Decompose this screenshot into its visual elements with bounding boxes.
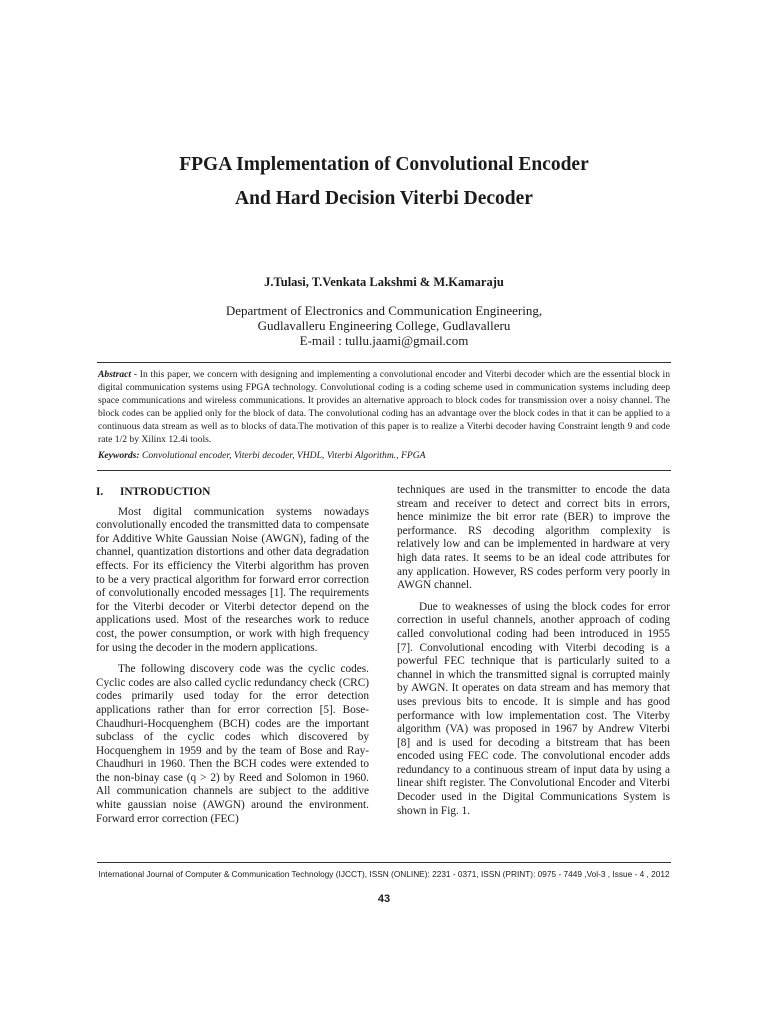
keywords-text: Convolutional encoder, Viterbi decoder, VHDL, Viterbi Algorithm., FPGA (139, 450, 426, 461)
journal-footer: International Journal of Computer & Communication Technology (IJCCT), ISSN (ONLINE): 2231 - 0371, ISSN (PRINT): 0975 - 7449 ,Vol-3 , Issue - 4 , 2012 (98, 869, 670, 879)
abstract-top-rule (97, 362, 671, 363)
affiliation-college: Gudlavalleru Engineering College, Gudlavalleru (257, 318, 511, 333)
keywords (98, 449, 670, 462)
author-list: J.Tulasi, T.Venkata Lakshmi & M.Kamaraju (264, 275, 504, 289)
left-column (96, 484, 369, 834)
affiliation-email: E-mail : tullu.jaami@gmail.com (299, 333, 469, 348)
paper-title-line-2: And Hard Decision Viterbi Decoder (235, 188, 533, 209)
section-title: INTRODUCTION (120, 486, 211, 498)
right-column (397, 484, 670, 826)
body-paragraph: Most digital communication systems nowadays convolutionally encoded the transmitted data to compensate for Additive White Gaussian Noise (AWGN), fading of the channel, quantization distortions and other data degradation effects. For its efficiency the Viterbi algorithm has proven to be a very practical algorithm for forward error correction of convolutionally encoded messages [1]. The requirements for the Viterbi decoder or Viterbi detector depend on the applications used. Most of the researches work to reduce cost, the power consumption, or work with high frequency for using the decoder in the modern applications. (96, 505, 369, 654)
keywords-label: Keywords: (98, 450, 140, 461)
body-paragraph: The following discovery code was the cyclic codes. Cyclic codes are also called cyclic redundancy check (CRC) codes primarily used today for the error detection applications rather than for error correction [5]. Bose-Chaudhuri-Hocquenghem (BCH) codes are the important subclass of the cyclic codes which discovered by Hocquenghem in 1959 and by the team of Bose and Ray-Chaudhuri in 1960. Then the BCH codes were extended to the non-binay case (q > 2) by Reed and Solomon in 1960. All communication channels are subject to the additive white gaussian noise (AWGN) around the environment. Forward error correction (FEC) (96, 663, 369, 825)
abstract-bottom-rule (97, 470, 671, 471)
abstract-label: Abstract - (98, 369, 140, 380)
abstract-text: In this paper, we concern with designing and implementing a convolutional encoder and Viterbi decoder which are the essential block in digital communication systems using FPGA technology. Convolutional coding is a coding scheme used in communication systems including deep space communications and wireless communications. It provides an alternative approach to block codes for transmission over a noisy channel. The block codes can be applied only for the block of data. The convolutional coding has an advantage over the block codes in that it can be applied to a continuous data stream as well as to blocks of data.The motivation of this paper is to realize a Viterbi decoder having Constraint length 9 and code rate 1/2 by Xilinx 12.4i tools. (98, 369, 670, 445)
paper-title-line-1: FPGA Implementation of Convolutional Encoder (179, 154, 589, 175)
affiliation (0, 303, 768, 348)
body-paragraph: Due to weaknesses of using the block codes for error correction in useful channels, another approach of coding called convolutional coding had been introduced in 1955 [7]. Convolutional encoding with Viterbi decoding is a powerful FEC technique that is particularly suited to a channel in which the transmitted signal is corrupted mainly by AWGN. It operates on data stream and has memory that uses previous bits to encode. It is simple and has good performance with low implementation cost. The Viterby algorithm (VA) was proposed in 1967 by Andrew Viterbi [8] and is used for decoding a bitstream that has been encoded using FEC code. The convolutional encoder adds redundancy to a continuous stream of input data by using a linear shift register. The Convolutional Encoder and Viterbi Decoder used in the Digital Communications System is shown in Fig. 1. (397, 600, 670, 817)
page-number: 43 (377, 893, 391, 905)
section-number: I. (96, 486, 104, 498)
abstract (98, 368, 670, 446)
section-heading (96, 486, 369, 500)
footer-rule (97, 862, 671, 863)
body-paragraph: techniques are used in the transmitter to encode the data stream and receiver to detect and correct bits in errors, hence minimize the bit error rate (BER) to improve the performance. RS decoding algorithm complexity is relatively low and can be implemented in hardware at very high data rates. It seems to be an ideal code attributes for any application. However, RS codes perform very poorly in AWGN channel. (397, 484, 670, 592)
affiliation-department: Department of Electronics and Communication Engineering, (225, 303, 543, 318)
